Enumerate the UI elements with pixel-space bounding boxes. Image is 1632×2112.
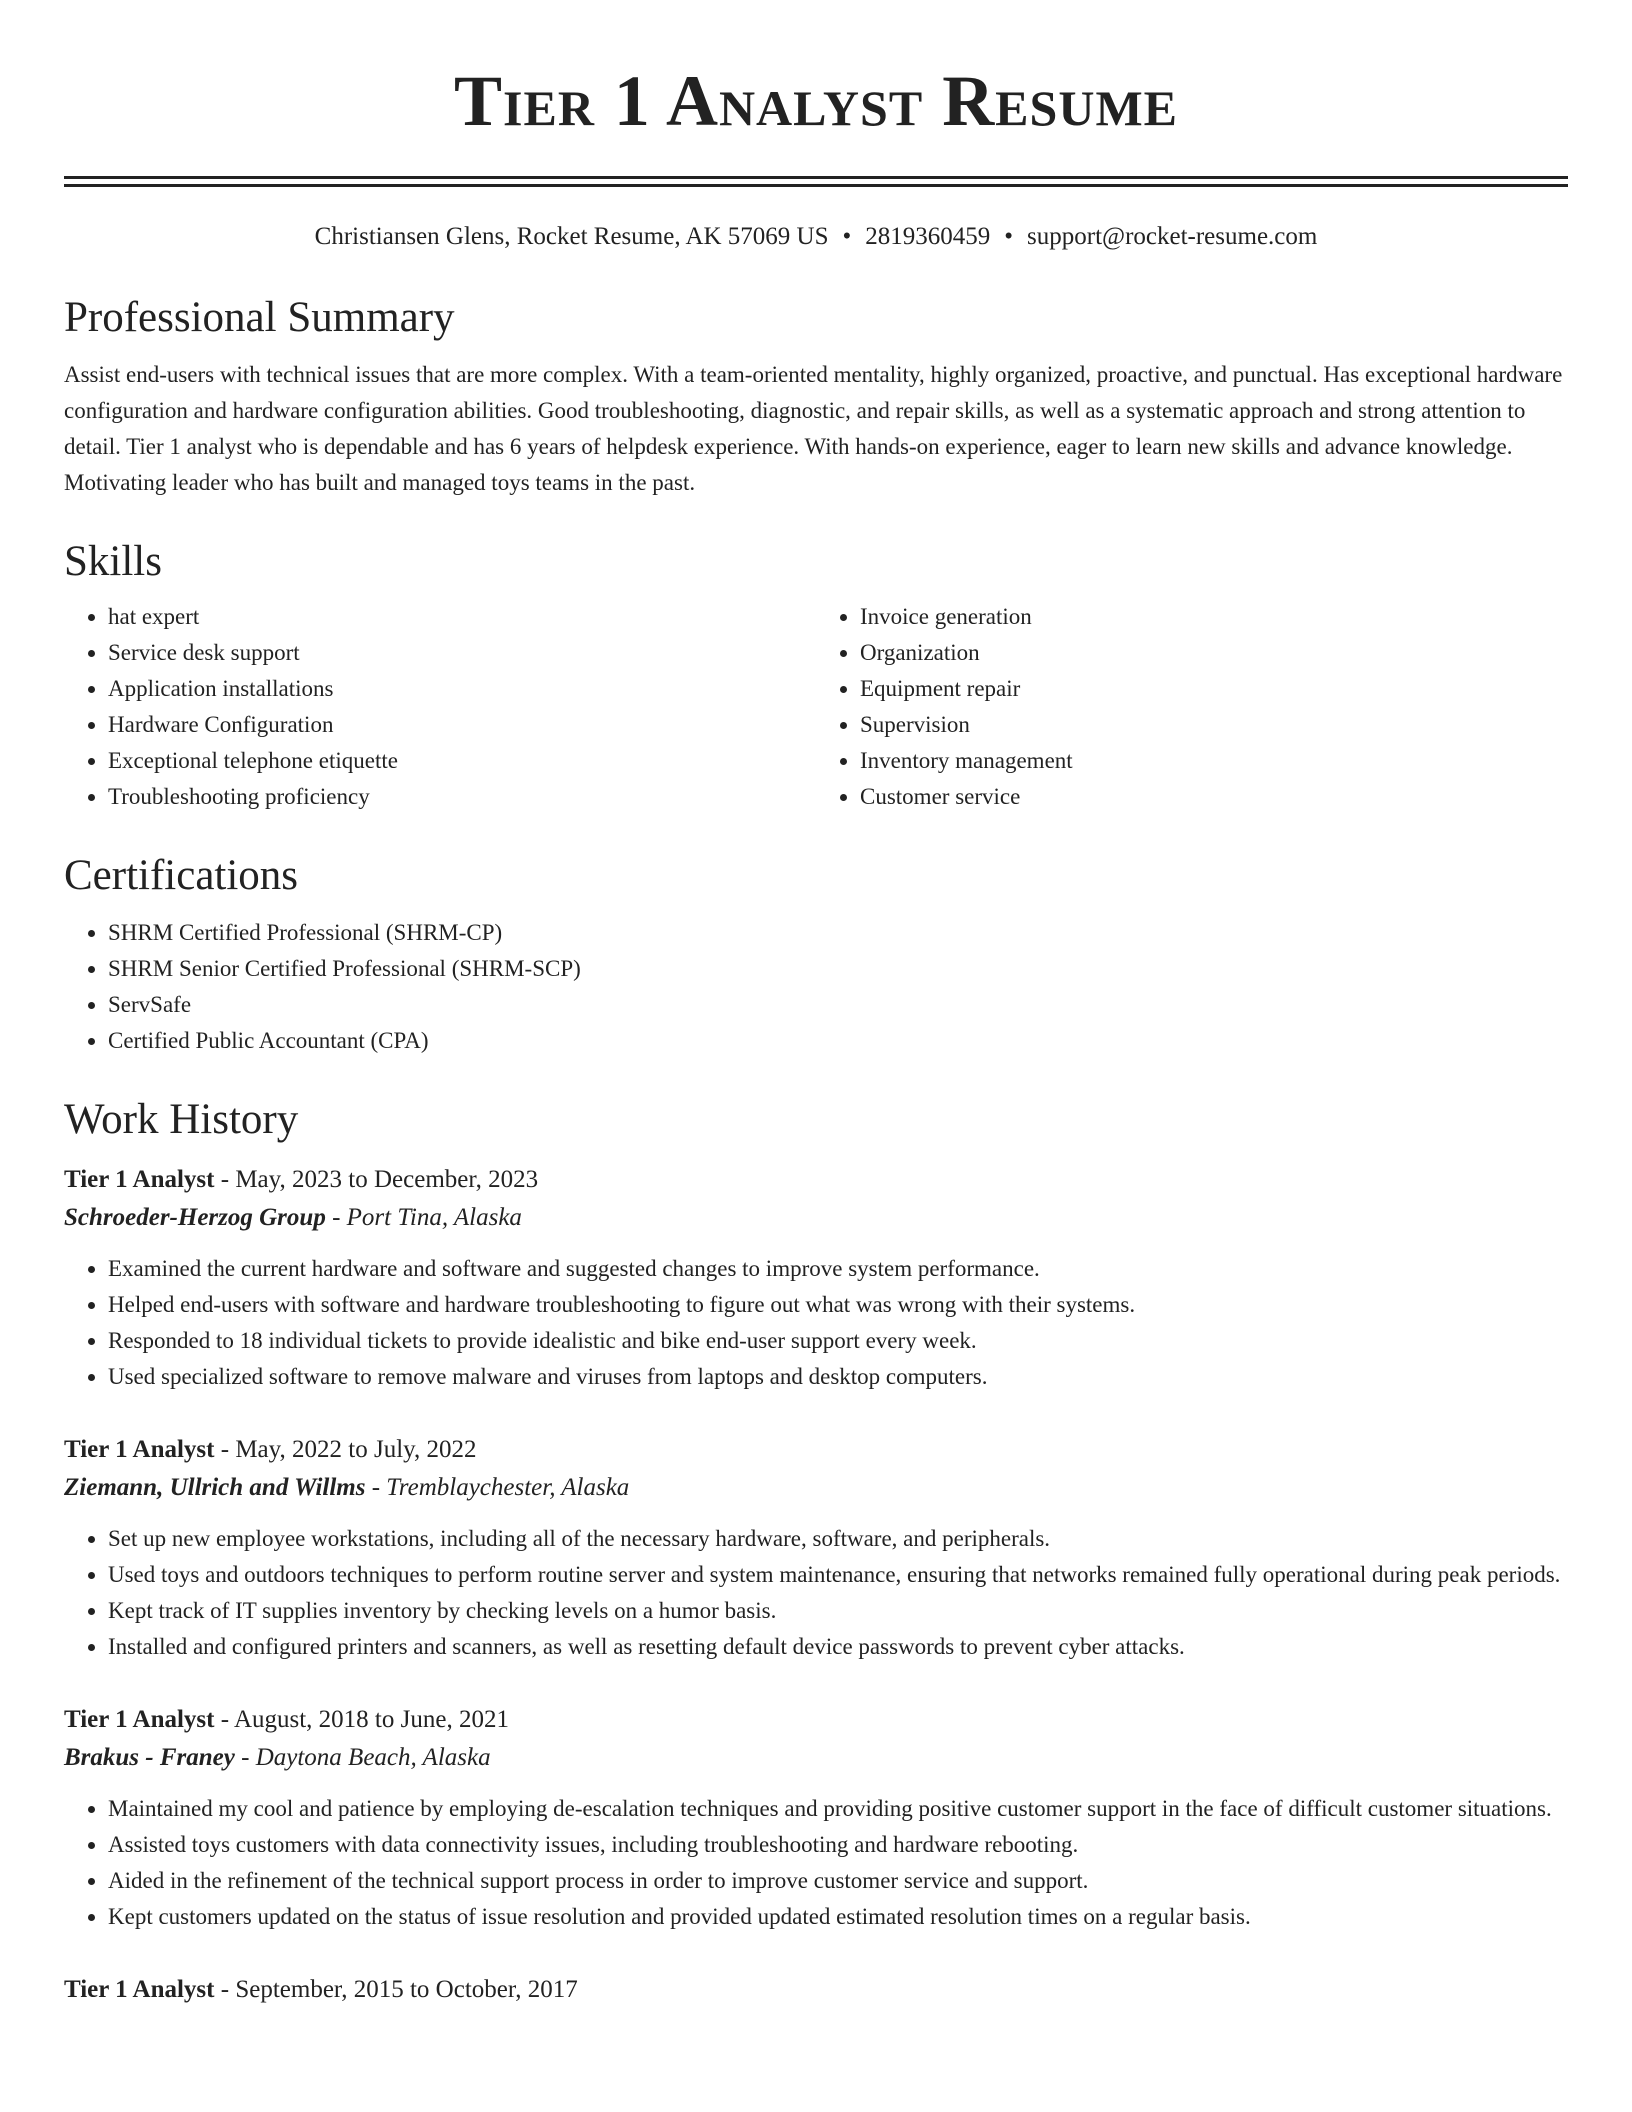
job-bullets bbox=[64, 1251, 1568, 1395]
certifications-list bbox=[64, 915, 1568, 1059]
job-bullet: • Aided in the refinement of the technical support process in order to improve customer service and support. bbox=[108, 1863, 1568, 1899]
job-header: Tier 1 Analyst - May, 2023 to December, 2023 bbox=[64, 1166, 539, 1193]
skill-item: • Hardware Configuration bbox=[108, 707, 816, 743]
skill-item: • Inventory management bbox=[860, 743, 1568, 779]
job-role: Tier 1 Analyst bbox=[64, 1436, 215, 1463]
contact-line bbox=[64, 221, 1568, 253]
job-entry bbox=[64, 1701, 1568, 1935]
job-entry bbox=[64, 1161, 1568, 1395]
skill-item: • hat expert bbox=[108, 599, 816, 635]
skill-item: • Exceptional telephone etiquette bbox=[108, 743, 816, 779]
job-role: Tier 1 Analyst bbox=[64, 1706, 215, 1733]
job-role: Tier 1 Analyst bbox=[64, 1976, 215, 2003]
certification-item: • ServSafe bbox=[108, 987, 1568, 1023]
skill-item: • Customer service bbox=[860, 779, 1568, 815]
job-dates: August, 2018 to June, 2021 bbox=[233, 1706, 509, 1733]
certification-item: • SHRM Certified Professional (SHRM-CP) bbox=[108, 915, 1568, 951]
skills-heading: Skills bbox=[64, 538, 162, 585]
job-location: Daytona Beach, Alaska bbox=[255, 1744, 491, 1771]
job-bullet: • Installed and configured printers and scanners, as well as resetting default device passwords to prevent cyber attacks. bbox=[108, 1629, 1568, 1665]
job-company: Schroeder-Herzog Group bbox=[64, 1204, 326, 1231]
job-bullet: • Used toys and outdoors techniques to perform routine server and system maintenance, ensuring that networks remained fully operational during peak periods. bbox=[108, 1557, 1568, 1593]
job-dates: May, 2023 to December, 2023 bbox=[235, 1166, 539, 1193]
job-bullet: • Maintained my cool and patience by employing de-escalation techniques and providing positive customer support in the face of difficult customer situations. bbox=[108, 1791, 1568, 1827]
job-header: Tier 1 Analyst - September, 2015 to October, 2017 bbox=[64, 1976, 578, 2003]
job-location: Tremblaychester, Alaska bbox=[386, 1474, 630, 1501]
job-dates: May, 2022 to July, 2022 bbox=[235, 1436, 477, 1463]
job-employer: Brakus - Franey - Daytona Beach, Alaska bbox=[64, 1744, 491, 1771]
contact-separator: • bbox=[1004, 223, 1014, 250]
summary-text: Assist end-users with technical issues that are more complex. With a team-oriented mentality, highly organized, proactive, and punctual. Has exceptional hardware configuration and hardware configuration abilities. Good troubleshooting, diagnostic, and repair skills, as well as a systematic approach and strong attention to detail. Tier 1 analyst who is dependable and has 6 years of helpdesk experience. With hands-on experience, eager to learn new skills and advance knowledge. Motivating leader who has built and managed toys teams in the past. bbox=[64, 362, 1563, 495]
job-bullet: • Assisted toys customers with data connectivity issues, including troubleshooting and hardware rebooting. bbox=[108, 1827, 1568, 1863]
job-company: Brakus - Franey bbox=[64, 1744, 235, 1771]
job-employer: Ziemann, Ullrich and Willms - Tremblaychester, Alaska bbox=[64, 1474, 630, 1501]
job-employer: Schroeder-Herzog Group - Port Tina, Alaska bbox=[64, 1204, 522, 1231]
summary-heading: Professional Summary bbox=[64, 294, 455, 341]
work-history-heading: Work History bbox=[64, 1096, 299, 1143]
skill-item: • Equipment repair bbox=[860, 671, 1568, 707]
work-history-section bbox=[64, 1093, 1568, 2009]
job-bullets bbox=[64, 1791, 1568, 1935]
job-role: Tier 1 Analyst bbox=[64, 1166, 215, 1193]
summary-section bbox=[64, 291, 1568, 501]
skill-item: • Organization bbox=[860, 635, 1568, 671]
skills-grid bbox=[64, 599, 1568, 815]
job-entry bbox=[64, 1971, 1568, 2009]
skill-item: • Invoice generation bbox=[860, 599, 1568, 635]
job-bullet: • Used specialized software to remove malware and viruses from laptops and desktop computers. bbox=[108, 1359, 1568, 1395]
skill-item: • Application installations bbox=[108, 671, 816, 707]
contact-phone: 2819360459 bbox=[865, 223, 991, 250]
skills-section bbox=[64, 535, 1568, 815]
skills-list-right bbox=[816, 599, 1568, 815]
contact-address: Christiansen Glens, Rocket Resume, AK 57069 US bbox=[314, 223, 829, 250]
job-header: Tier 1 Analyst - August, 2018 to June, 2021 bbox=[64, 1706, 509, 1733]
certification-item: • Certified Public Accountant (CPA) bbox=[108, 1023, 1568, 1059]
skill-item: • Supervision bbox=[860, 707, 1568, 743]
skills-list-left bbox=[64, 599, 816, 815]
title-divider bbox=[64, 176, 1568, 187]
job-bullets bbox=[64, 1521, 1568, 1665]
job-bullet: • Helped end-users with software and hardware troubleshooting to figure out what was wrong with their systems. bbox=[108, 1287, 1568, 1323]
job-entry bbox=[64, 1431, 1568, 1665]
job-bullet: • Set up new employee workstations, including all of the necessary hardware, software, and peripherals. bbox=[108, 1521, 1568, 1557]
certifications-heading: Certifications bbox=[64, 852, 299, 899]
job-company: Ziemann, Ullrich and Willms bbox=[64, 1474, 366, 1501]
resume-title: Tier 1 Analyst Resume bbox=[453, 61, 1178, 141]
job-bullet: • Kept customers updated on the status of issue resolution and provided updated estimated resolution times on a regular basis. bbox=[108, 1899, 1568, 1935]
skill-item: • Service desk support bbox=[108, 635, 816, 671]
certifications-section bbox=[64, 849, 1568, 1059]
job-header: Tier 1 Analyst - May, 2022 to July, 2022 bbox=[64, 1436, 477, 1463]
certification-item: • SHRM Senior Certified Professional (SHRM-SCP) bbox=[108, 951, 1568, 987]
job-bullet: • Examined the current hardware and software and suggested changes to improve system performance. bbox=[108, 1251, 1568, 1287]
job-dates: September, 2015 to October, 2017 bbox=[235, 1976, 578, 2003]
contact-separator: • bbox=[842, 223, 852, 250]
skill-item: • Troubleshooting proficiency bbox=[108, 779, 816, 815]
contact-email[interactable]: support@rocket-resume.com bbox=[1027, 223, 1318, 250]
job-bullet: • Kept track of IT supplies inventory by checking levels on a humor basis. bbox=[108, 1593, 1568, 1629]
job-bullet: • Responded to 18 individual tickets to provide idealistic and bike end-user support every week. bbox=[108, 1323, 1568, 1359]
job-location: Port Tina, Alaska bbox=[346, 1204, 522, 1231]
